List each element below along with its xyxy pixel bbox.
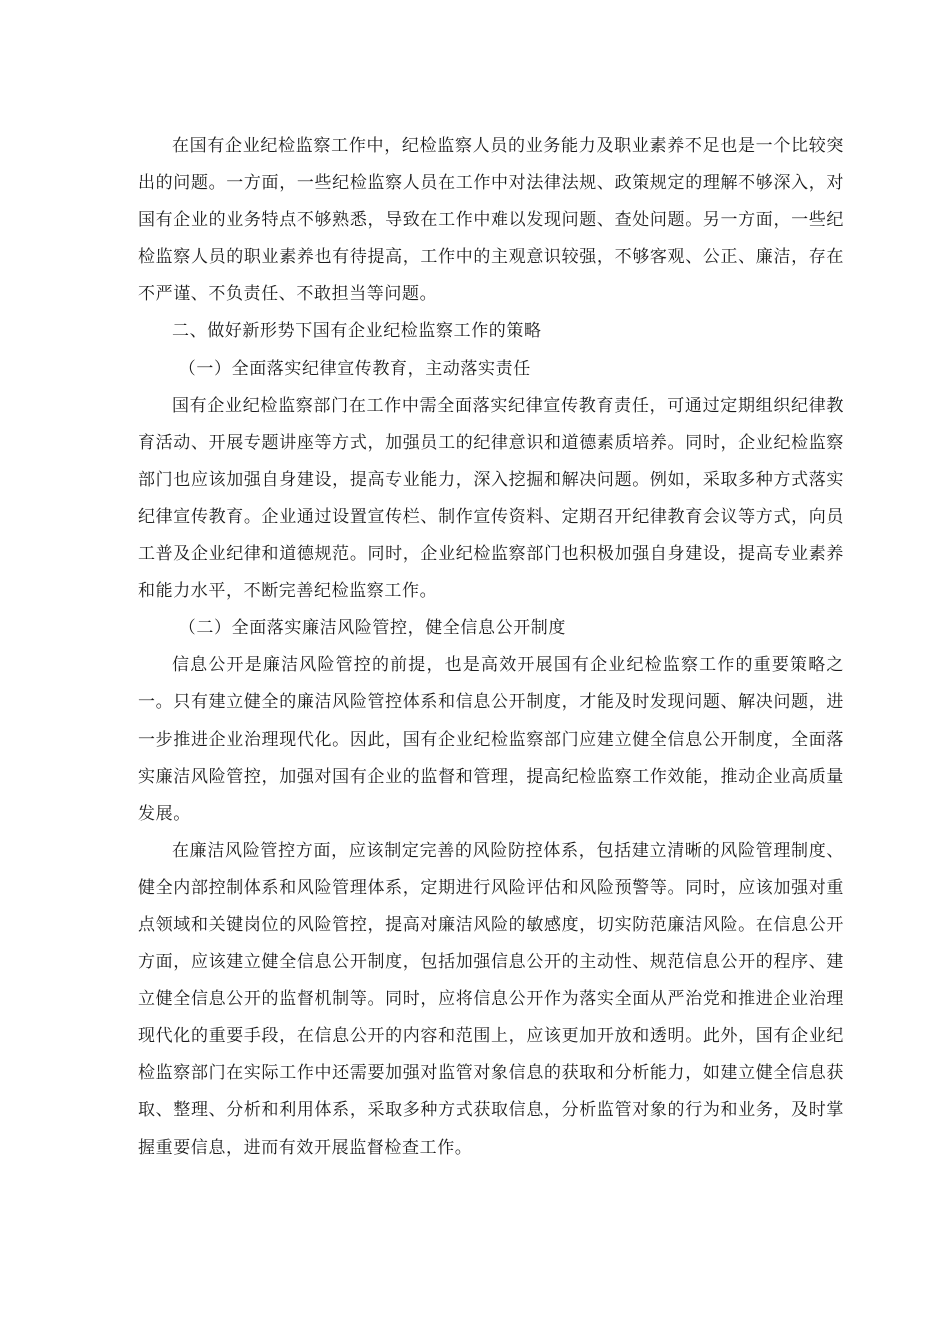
paragraph-staff-competence: 在国有企业纪检监察工作中，纪检监察人员的业务能力及职业素养不足也是一个比较突出的问题。一方面，一些纪检监察人员在工作中对法律法规、政策规定的理解不够深入，对国有企业的业务特点不够熟悉，导致在工作中难以发现问题、查处问题。另一方面，一些纪检监察人员的职业素养也有待提高，工作中的主观意识较强，不够客观、公正、廉洁，存在不严谨、不负责任、不敢担当等问题。 (138, 136, 844, 305)
subsection-heading-discipline-education: （一）全面落实纪律宣传教育，主动落实责任 (178, 358, 531, 379)
paragraph-discipline-education: 国有企业纪检监察部门在工作中需全面落实纪律宣传教育责任，可通过定期组织纪律教育活动、开展专题讲座等方式，加强员工的纪律意识和道德素质培养。同时，企业纪检监察部门也应该加强自身建设，提高专业能力，深入挖掘和解决问题。例如，采取多种方式落实纪律宣传教育。企业通过设置宣传栏、制作宣传资料、定期召开纪律教育会议等方式，向员工普及企业纪律和道德规范。同时，企业纪检监察部门也积极加强自身建设，提高专业素养和能力水平，不断完善纪检监察工作。 (138, 395, 844, 602)
paragraph-risk-control: 在廉洁风险管控方面，应该制定完善的风险防控体系，包括建立清晰的风险管理制度、健全内部控制体系和风险管理体系，定期进行风险评估和风险预警等。同时，应该加强对重点领域和关键岗位的风险管控，提高对廉洁风险的敏感度，切实防范廉洁风险。在信息公开方面，应该建立健全信息公开制度，包括加强信息公开的主动性、规范信息公开的程序、建立健全信息公开的监督机制等。同时，应将信息公开作为落实全面从严治党和推进企业治理现代化的重要手段，在信息公开的内容和范围上，应该更加开放和透明。此外，国有企业纪检监察部门在实际工作中还需要加强对监管对象信息的获取和分析能力，如建立健全信息获取、整理、分析和利用体系，采取多种方式获取信息，分析监管对象的行为和业务，及时掌握重要信息，进而有效开展监督检查工作。 (138, 840, 844, 1158)
section-heading-strategies: 二、做好新形势下国有企业纪检监察工作的策略 (172, 321, 542, 342)
document-body (138, 128, 844, 1167)
paragraph-information-disclosure: 信息公开是廉洁风险管控的前提，也是高效开展国有企业纪检监察工作的重要策略之一。只有建立健全的廉洁风险管控体系和信息公开制度，才能及时发现问题、解决问题，进一步推进企业治理现代化。因此，国有企业纪检监察部门应建立健全信息公开制度，全面落实廉洁风险管控，加强对国有企业的监督和管理，提高纪检监察工作效能，推动企业高质量发展。 (138, 655, 844, 824)
subsection-heading-integrity-risk: （二）全面落实廉洁风险管控，健全信息公开制度 (178, 618, 566, 639)
